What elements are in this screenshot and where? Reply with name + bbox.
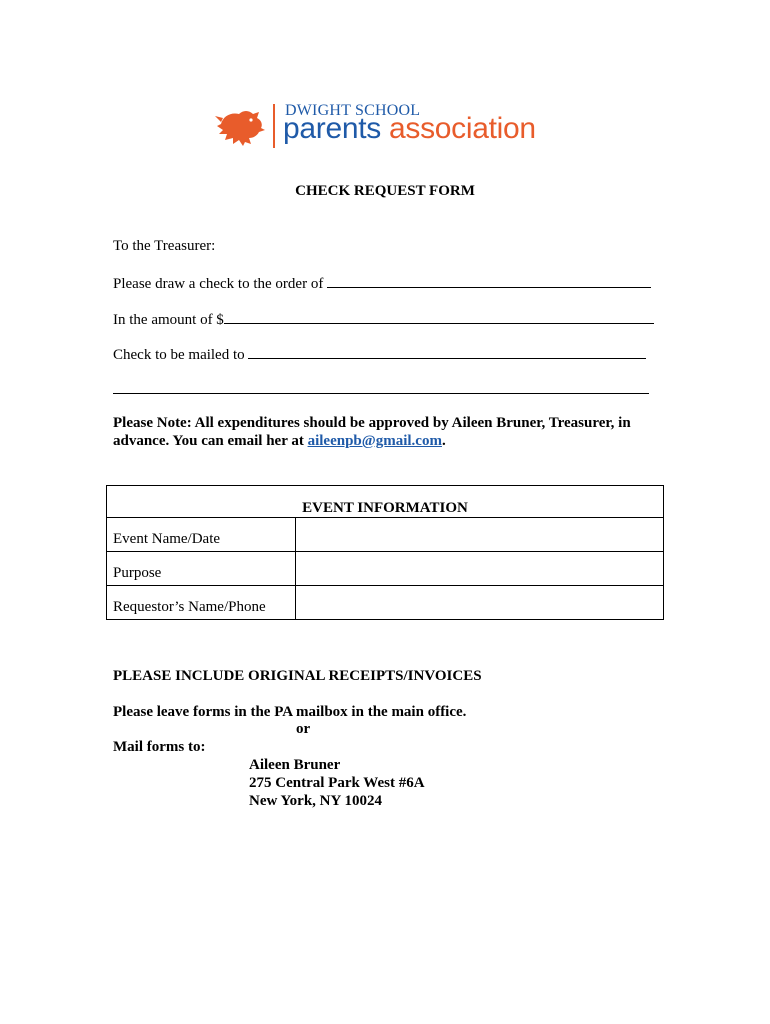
purpose-value[interactable] xyxy=(296,552,664,586)
event-name-value[interactable] xyxy=(296,518,664,552)
event-name-label: Event Name/Date xyxy=(107,518,296,552)
salutation: To the Treasurer: xyxy=(113,238,216,254)
email-link[interactable]: aileenpb@gmail.com xyxy=(307,433,442,449)
logo-divider xyxy=(273,104,275,148)
purpose-label: Purpose xyxy=(107,552,296,586)
or-text: or xyxy=(296,721,311,737)
mail-forms-label: Mail forms to: xyxy=(113,739,206,755)
mailed-line xyxy=(113,344,646,364)
requestor-value[interactable] xyxy=(296,586,664,620)
receipts-notice: PLEASE INCLUDE ORIGINAL RECEIPTS/INVOICES xyxy=(113,668,482,684)
event-information-table xyxy=(106,485,664,620)
logo xyxy=(213,100,573,155)
table-row xyxy=(107,518,664,552)
address-name: Aileen Bruner xyxy=(249,757,341,773)
amount-blank[interactable] xyxy=(224,309,654,324)
event-table-header: EVENT INFORMATION xyxy=(107,486,664,518)
order-label: Please draw a check to the order of xyxy=(113,276,324,292)
mailed-blank[interactable] xyxy=(248,344,646,359)
logo-wordmark xyxy=(283,112,536,146)
form-title: CHECK REQUEST FORM xyxy=(295,183,475,199)
address-city: New York, NY 10024 xyxy=(249,793,383,809)
order-blank[interactable] xyxy=(327,273,651,288)
table-row xyxy=(107,586,664,620)
approval-note xyxy=(113,414,673,450)
amount-line xyxy=(113,309,654,329)
note-text: Please Note: All expenditures should be approved by Aileen Bruner, Treasurer, in advance. You can email her at xyxy=(113,415,631,449)
requestor-label: Requestor’s Name/Phone xyxy=(107,586,296,620)
note-end: . xyxy=(441,433,446,449)
address-blank[interactable] xyxy=(113,393,649,394)
address-street: 275 Central Park West #6A xyxy=(249,775,425,791)
order-line xyxy=(113,273,651,293)
logo-school-name: DWIGHT SCHOOL xyxy=(285,102,421,119)
amount-label: In the amount of $ xyxy=(113,312,224,328)
table-row xyxy=(107,552,664,586)
lion-crest-icon xyxy=(213,106,267,148)
logo-word-parents: parents xyxy=(283,112,381,145)
logo-word-association: association xyxy=(389,112,536,145)
mailed-label: Check to be mailed to xyxy=(113,347,245,363)
leave-forms-text: Please leave forms in the PA mailbox in the main office. xyxy=(113,704,467,720)
